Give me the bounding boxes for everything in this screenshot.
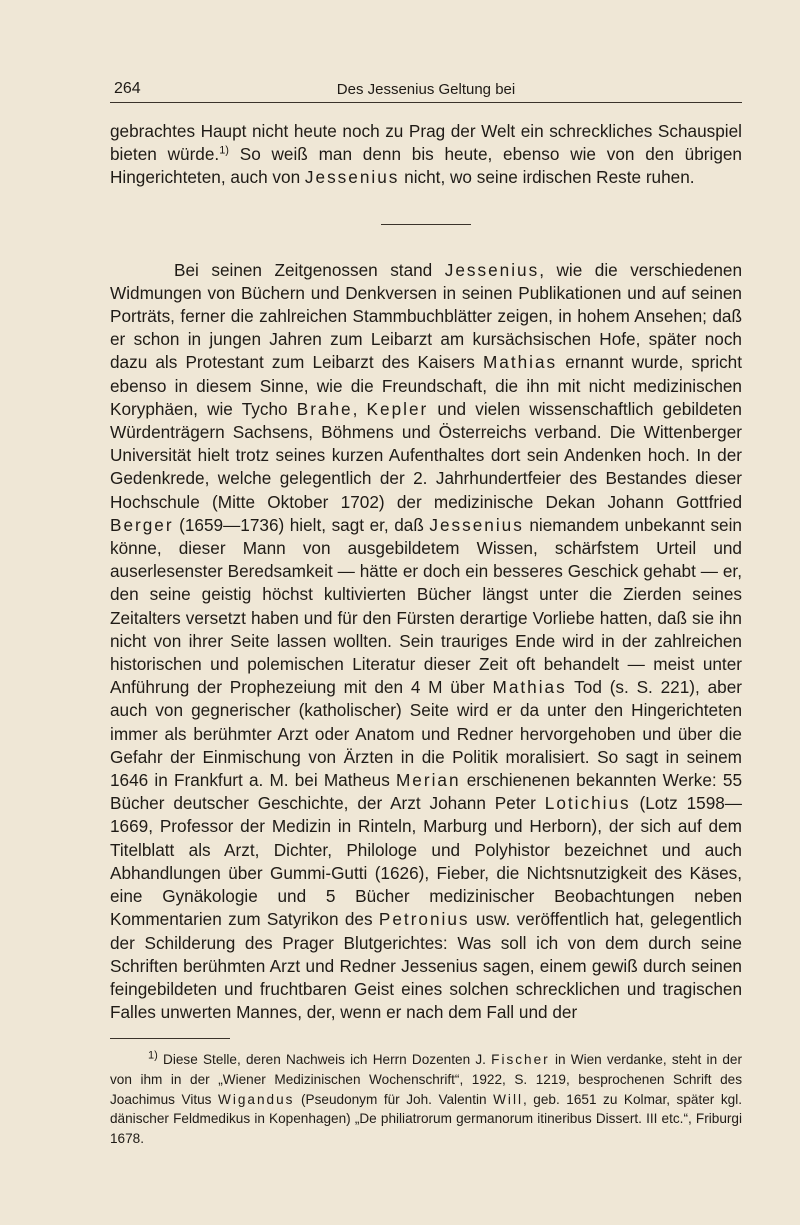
text: Bei seinen Zeitgenossen stand <box>174 259 445 280</box>
text: , wie die verschiedenen Widmungen von Büchern und Denkversen in seinen Publikationen und auf seinen Porträts, ferner die zahlreichen Stammbuchblätter zeigen, in hohem Ansehen; daß er schon in jungen Jahren zum Leibarzt am kursächsischen Hofe, später noch dazu als Protestant zum Leibarzt des Kaisers <box>110 259 742 373</box>
text: So weiß man denn bis heute, ebenso wie von den übrigen Hingerichteten, auch von <box>110 144 742 188</box>
paragraph-2 <box>110 259 742 1025</box>
page-number: 264 <box>114 80 141 97</box>
text: (Pseudonym für Joh. Valentin <box>294 1091 494 1107</box>
text: , <box>352 398 367 419</box>
text: (Lotz 1598—1669, Professor der Medizin in Rinteln, Marburg und Herborn), der sich auf dem Titelblatt als Arzt, Dichter, Philologe und Polyhistor bezeichnet und auch Abhandlungen über Gummi-Gutti (1626), Fieber, die Nichtsnutzigkeit des Käses, eine Gynäkologie und 5 Bücher medizinischer Beobachtungen neben Kommentarien zum Satyrikon des <box>110 793 742 930</box>
spaced-name: Jessenius <box>429 514 524 535</box>
spaced-name: Kepler <box>366 398 429 419</box>
spaced-name: Lotichius <box>544 793 631 814</box>
footnote-reference: 1) <box>219 144 229 157</box>
text: und vielen wissenschaftlich gebildeten Würdenträgern Sachsens, Böhmens und Österreichs verband. Die Wittenberger Universität hielt trotz seines kurzen Aufenthaltes dort sein Andenken hoch. In der Gedenkrede, welche gelegentlich der 2. Jahrhundertfeier des Bestandes dieser Hochschule (Mitte Oktober 1702) der medizinische Dekan Johann Gottfried <box>110 398 742 512</box>
footnote-text <box>110 1050 742 1149</box>
running-title: Des Jessenius Geltung bei <box>336 81 516 98</box>
text: , geb. 1651 zu Kolmar, später kgl. dänischer Feldmedikus in Kopenhagen) „De philiatrorum germanorum itineribus Dissert. III etc.“, Friburgi 1678. <box>110 1091 743 1147</box>
spaced-name: Will <box>493 1091 523 1107</box>
spaced-name: Petronius <box>378 909 470 930</box>
text: niemandem unbekannt sein könne, dieser Mann von ausgebildetem Wissen, schärfstem Urteil und auserlesenster Beredsamkeit — hätte er doch ein besseres Geschick gehabt — er, den seine geistig höchst kultivierten Bücher längst unter die Zierden seines Zeitalters versetzt haben und für den Fürsten derartige Vorliebe hatten, daß sie ihn nicht von ihrer Seite lassen wollten. Sein trauriges Ende wird in der zahlreichen historischen und polemischen Literatur dieser Zeit oft behandelt — meist unter Anführung der Prophezeiung mit den 4 M über <box>110 514 742 698</box>
spaced-name: Brahe <box>296 398 353 419</box>
section-separator <box>381 224 471 225</box>
spaced-name: Fischer <box>491 1052 550 1067</box>
text: in Wien verdanke, steht in der von ihm in der „Wiener Medizinischen Wochenschrift“, 1922, S. 1219, besprochenen Schrift des Joachimus Vitus <box>110 1052 742 1107</box>
text: Tod (s. S. 221), aber auch von gegnerischer (katholischer) Seite wird er da unter den Hingerichteten immer als berühmter Arzt oder Anatom und Redner hervorgehoben und über die Gefahr der Einmischung von Ärzten in die Politik moralisiert. So sagt in seinem 1646 in Frankfurt a. M. bei Matheus <box>110 677 742 791</box>
running-head <box>110 80 742 103</box>
text: nicht, wo seine irdischen Reste ruhen. <box>399 167 695 188</box>
text: (1659—1736) hielt, sagt er, daß <box>173 514 430 535</box>
body-text <box>110 120 742 1024</box>
text: erschienenen bekannten Werke: 55 Bücher deutscher Geschichte, der Arzt Johann Peter <box>110 770 743 814</box>
spaced-name: Berger <box>110 514 174 535</box>
footnote-marker: 1) <box>148 1049 158 1062</box>
text: gebrachtes Haupt nicht heute noch zu Prag der Welt ein schreckliches Schauspiel bieten würde. <box>110 121 742 165</box>
spaced-name: Jessenius <box>444 259 540 280</box>
text: usw. veröffentlich hat, gelegentlich der Schilderung des Prager Blutgerichtes: Was soll ich von dem durch seine Schriften berühmten Arzt und Redner Jessenius sagen, einem gewiß durch seinen feingebildeten und fruchtbaren Geist eines solchen schrecklichen und tragischen Falles unwerten Mannes, der, wenn er nach dem Fall und der <box>110 909 742 1023</box>
spaced-name: Mathias <box>482 352 558 373</box>
text: ernannt wurde, spricht ebenso in diesem Sinne, wie die Freundschaft, die ihn mit nicht medizinischen Koryphäen, wie Tycho <box>110 352 742 419</box>
paragraph-1 <box>110 120 742 190</box>
footnote-rule <box>110 1038 230 1039</box>
text: Diese Stelle, deren Nachweis ich Herrn Dozenten J. <box>157 1052 492 1067</box>
spaced-name: Jessenius <box>304 167 400 188</box>
footnote <box>110 1050 742 1149</box>
spaced-name: Mathias <box>492 677 567 698</box>
spaced-name: Merian <box>395 770 461 791</box>
spaced-name: Wigandus <box>218 1091 295 1107</box>
